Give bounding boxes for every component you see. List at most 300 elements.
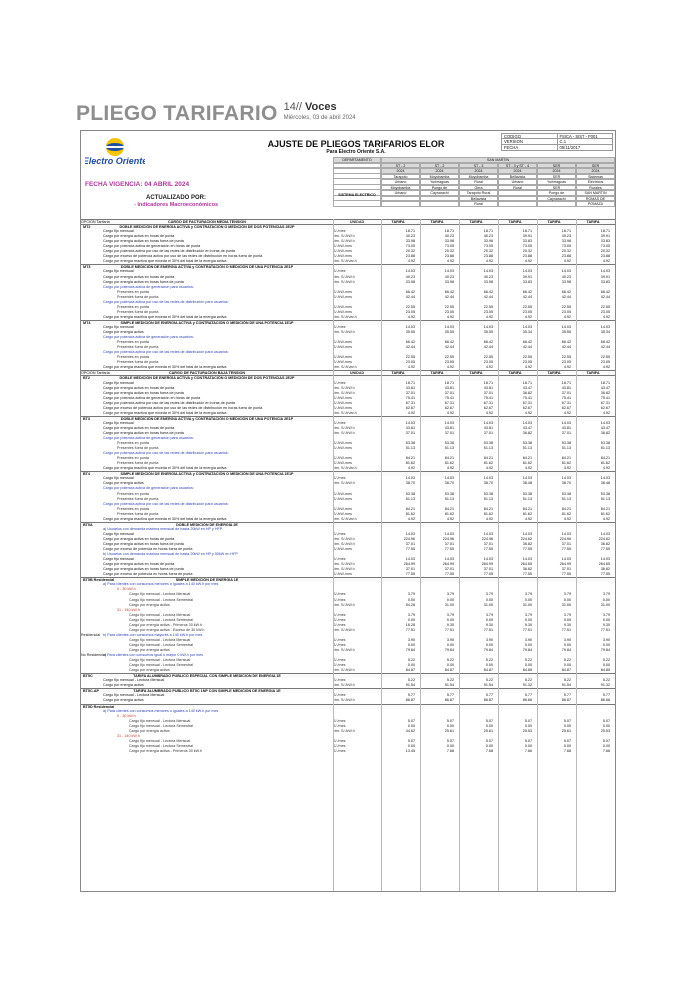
tariff-value: 38.70 (561, 481, 571, 486)
option-code: MT2 (83, 225, 91, 230)
tariff-value: 67.31 (483, 400, 493, 405)
tariff-value: 37.01 (444, 390, 454, 395)
unit: ctm. S/./kW.h (333, 239, 355, 244)
unit: ctm. S/./kW.h (333, 274, 355, 279)
tariff-value: 37.01 (444, 542, 454, 546)
tariff-value: 91.54 (483, 683, 493, 688)
tariff-value: 51.13 (405, 446, 415, 451)
tariff-value: 0.00 (446, 597, 454, 602)
tariff-value: 4.92 (485, 314, 493, 319)
tariff-value: 22.55 (483, 304, 493, 309)
tariff-value: 73.05 (405, 244, 415, 249)
tariff-value: 81.62 (522, 511, 532, 516)
charge-description: Cargo por potencia activa por uso de las redes de distribución para usuarios: (103, 501, 229, 506)
tariff-value: 20.32 (522, 249, 532, 254)
tariff-value: 3.79 (563, 592, 571, 597)
tariff-value: 86.66 (600, 698, 610, 703)
tariff-value: 36.82 (600, 542, 610, 546)
tariff-value: 53.38 (522, 491, 532, 496)
tariff-value: 18.71 (483, 380, 493, 385)
charge-description: DOBLE MEDICIÓN DE ENERGÍA ACTIVA y CONTRATACIÓN O MEDICIÓN DE DOS POTENCIAS 2E2P (119, 225, 295, 230)
charge-description: Cargo fijo mensual - Lectura Semestral (129, 723, 193, 728)
tariff-value: 51.13 (522, 496, 532, 501)
tariff-value: 62.67 (561, 405, 571, 410)
tariff-value: 36.82 (522, 567, 532, 572)
tariff-value: 73.05 (600, 244, 610, 249)
tariff-value: 36.82 (522, 542, 532, 546)
tariff-value: 43.47 (600, 385, 610, 390)
charge-description: Cargo por exceso de potencia activa por uso de las redes de distribución en horas fuera de punta (103, 405, 263, 410)
charge-description: Cargo por exceso de potencia activa por uso de las redes de distribución en horas fuera de punta (103, 254, 263, 259)
charge-description: Cargo por energía reactiva que exceda el 30% del total de la energía activa (103, 314, 227, 319)
unit: S/./mes (333, 592, 346, 597)
unit: ctm. S/./kW.h (333, 234, 355, 239)
system-cell: Rurales (576, 185, 615, 191)
system-cell: Rural (459, 179, 498, 185)
charge-description: Cargo por energía activa (103, 698, 144, 703)
tariff-value: 86.87 (483, 698, 493, 703)
tariff-value: 25.61 (444, 728, 454, 733)
unit: ctm. S/./kVar.h (333, 314, 357, 319)
tariff-value: 84.21 (444, 456, 454, 461)
tariff-value: 77.51 (561, 627, 571, 632)
tariff-value: 33.98 (444, 279, 454, 284)
unit: ctm. S/./kW.h (333, 481, 355, 486)
tariff-value: 23.05 (483, 309, 493, 314)
tariff-value: 4.92 (485, 410, 493, 415)
page-number: 14// (283, 101, 302, 113)
tariff-value: 51.13 (483, 446, 493, 451)
tariff-value: TARIFA (430, 220, 444, 224)
code-value: C.1 (557, 139, 613, 144)
tariff-value: 14.03 (405, 420, 415, 425)
charge-description: Cargo fijo mensual (103, 531, 134, 536)
charge-description: a) Usuarios con demanda máxima mensual de hasta 20kW en HP y HFP (103, 526, 223, 531)
tariff-value: 23.88 (522, 254, 532, 259)
tariff-value: 84.87 (444, 668, 454, 673)
tariff-value: 18.71 (600, 229, 610, 234)
tariff-table (81, 219, 615, 754)
charge-description: Cargo por energía activa - Primeros 30 kW.h (129, 622, 202, 627)
charge-description: Cargo por energía activa (129, 728, 170, 733)
tariff-value: 33.98 (561, 239, 571, 244)
tariff-value: 40.23 (444, 234, 454, 239)
tariff-value: 4.92 (485, 466, 493, 471)
actualizado-block (121, 195, 231, 208)
tariff-value: 4.92 (602, 466, 610, 471)
unit: ctm. S/./kVar.h (333, 466, 357, 471)
option-code: BT5C (83, 674, 93, 679)
tariff-value: 91.54 (405, 683, 415, 688)
tariff-value: 51.13 (522, 446, 532, 451)
charge-description: Cargo por energía activa - Exceso de 30 kW.h (129, 627, 205, 632)
tariff-value: 3.79 (446, 612, 454, 617)
tariff-value: 14.03 (444, 269, 454, 274)
charge-description: Cargo por energía activa en horas fuera de punta (103, 390, 184, 395)
unit: ctm. S/./kVar.h (333, 259, 357, 264)
column-divider (576, 219, 577, 892)
tariff-value: 18.71 (522, 380, 532, 385)
tariff-value: 0.00 (602, 663, 610, 668)
tariff-value: 20.32 (405, 249, 415, 254)
charge-description: Cargo por energía activa (129, 602, 170, 607)
tariff-value: 18.71 (405, 229, 415, 234)
tariff-value: 42.44 (444, 294, 454, 299)
tariff-value: 81.62 (561, 511, 571, 516)
tariff-value: 3.79 (407, 612, 415, 617)
charge-description: Cargo fijo mensual (103, 380, 134, 385)
document-header (81, 131, 615, 217)
system-cell: Eléctricos (576, 179, 615, 185)
unit: S/./kW-mes (333, 496, 352, 501)
tariff-value: 67.31 (444, 400, 454, 405)
tariff-value: 42.44 (483, 345, 493, 350)
charge-description: Cargo fijo mensual (103, 557, 134, 562)
charge-description: Presentes en punta (117, 491, 149, 496)
tariff-value: 5.77 (485, 693, 493, 698)
tariff-value: 14.03 (522, 476, 532, 481)
charge-description: Cargo fijo mensual (103, 324, 134, 329)
tariff-value: 23.05 (561, 309, 571, 314)
system-cell: SER (537, 163, 576, 169)
tariff-value: 39.91 (522, 234, 532, 239)
tariff-value: 73.05 (522, 244, 532, 249)
code-label: VERSION (504, 139, 523, 144)
tariff-value: 18.71 (444, 229, 454, 234)
tariff-value: 5.07 (407, 718, 415, 723)
tariff-value: 224.62 (598, 536, 610, 541)
charge-description: Presentes en punta (117, 289, 149, 294)
tariff-value: 43.81 (444, 385, 454, 390)
tariff-value: 4.92 (407, 410, 415, 415)
charge-description: Cargo fijo mensual - Lectura Semestral (129, 597, 193, 602)
tariff-value: 3.79 (563, 612, 571, 617)
tariff-value: 264.65 (598, 562, 610, 567)
charge-description: Cargo fijo mensual - Lectura Mensual (103, 693, 165, 698)
table-row (81, 749, 615, 754)
tariff-value: 4.92 (602, 516, 610, 521)
charge-description: a) Para clientes con consumos menores o iguales a 140 kW.h por mes (103, 582, 219, 587)
unit: S/./kW-mes (333, 355, 352, 360)
tariff-value: 33.83 (600, 239, 610, 244)
tariff-value: 0.00 (407, 617, 415, 622)
system-cell: ST - 2 (381, 163, 420, 169)
tariff-value: 51.13 (483, 496, 493, 501)
charge-description: Cargo por energía reactiva que exceda el 30% del total de la energía activa (103, 365, 227, 370)
tariff-value: 43.81 (405, 425, 415, 430)
tariff-value: 25.53 (600, 728, 610, 733)
tariff-value: 18.71 (600, 380, 610, 385)
charge-description: Cargo por potencia activa por uso de las redes de distribución para usuarios: (103, 299, 229, 304)
charge-description: Cargo por energía activa en horas de punta (103, 562, 175, 567)
unit: ctm. S/./kVar.h (333, 410, 357, 415)
option-code: BT4 (83, 472, 90, 477)
tariff-value: 4.92 (563, 466, 571, 471)
tariff-value: 79.84 (483, 647, 493, 652)
tariff-value: 4.92 (446, 410, 454, 415)
tariff-value: 3.79 (524, 612, 532, 617)
charge-description: Cargo fijo mensual - Lectura Semestral (129, 617, 193, 622)
tariff-value: 5.22 (446, 678, 454, 683)
tariff-value: 7.68 (563, 748, 571, 753)
tariff-value: 84.21 (561, 456, 571, 461)
tariff-value: 3.79 (602, 592, 610, 597)
tariff-value: 0.00 (485, 642, 493, 647)
code-value: 05/11/2017 (557, 145, 613, 150)
tariff-value: 23.88 (600, 254, 610, 259)
company-logo (85, 135, 145, 171)
tariff-value: 84.21 (522, 506, 532, 511)
tariff-value: 14.03 (561, 269, 571, 274)
tariff-value: 86.87 (561, 698, 571, 703)
tariff-value: 84.21 (405, 506, 415, 511)
tariff-value: 5.07 (407, 738, 415, 743)
option-code: BT5A (83, 522, 93, 527)
system-cell: Tarapoto (381, 174, 420, 180)
tariff-value: 20.32 (600, 249, 610, 254)
charge-description: Cargo por energía activa (103, 481, 144, 486)
unit: ctm. S/./kW.h (333, 385, 355, 390)
tariff-value: 33.83 (600, 279, 610, 284)
publication-date: Miércoles, 03 de abril 2024 (283, 115, 356, 121)
tariff-value: 84.21 (483, 506, 493, 511)
tariff-value: 81.62 (405, 511, 415, 516)
tariff-value: 0.00 (563, 597, 571, 602)
tariff-value: 36.82 (522, 430, 532, 435)
tariff-value: 66.42 (522, 340, 532, 345)
tariff-value: 81.62 (444, 461, 454, 466)
system-cell: SER (537, 174, 576, 180)
tariff-value: 264.99 (442, 562, 454, 567)
tariff-value: 53.38 (600, 441, 610, 446)
charge-description: Presentes fuera de punta (117, 496, 159, 501)
section-name: Voces (305, 101, 337, 113)
tariff-value: 66.42 (405, 340, 415, 345)
tariff-value: 18.71 (561, 380, 571, 385)
charge-description: Presentes en punta (117, 355, 149, 360)
unit: ctm. S/./kW.h (333, 683, 355, 688)
tariff-value: 33.98 (405, 279, 415, 284)
tariff-value: 40.23 (483, 234, 493, 239)
unit: UNIDAD (349, 220, 365, 224)
tariff-value: 62.67 (444, 405, 454, 410)
charge-description: Cargo por energía reactiva que exceda el 30% del total de la energía activa (103, 410, 227, 415)
tariff-value: 22.55 (561, 355, 571, 360)
tariff-value: 43.81 (561, 385, 571, 390)
tariff-value: 37.01 (561, 430, 571, 435)
tariff-value: 37.01 (444, 567, 454, 572)
system-cell: Moyobamba (459, 174, 498, 180)
system-cell: SAN MARTIN (576, 190, 615, 196)
tariff-value: 5.07 (602, 718, 610, 723)
tariff-value: 4.92 (563, 516, 571, 521)
charge-description: Cargo por energía activa en horas de punta (103, 536, 175, 541)
option-code: Residencial (81, 632, 101, 637)
tariff-value: 35.55 (561, 330, 571, 335)
code-label: FECHA (504, 145, 519, 150)
dept-value: SAN MARTIN (381, 157, 615, 163)
tariff-value: 4.92 (602, 259, 610, 264)
charge-description: Cargo por energía activa (129, 647, 170, 652)
tariff-value: 7.68 (485, 748, 493, 753)
tariff-value: 5.07 (524, 718, 532, 723)
charge-description: Cargo por energía activa en horas fuera de punta (103, 542, 184, 546)
unit: S/./kW-mes (333, 446, 352, 451)
tariff-value: 23.05 (405, 309, 415, 314)
tariff-value: 4.92 (407, 259, 415, 264)
tariff-value: 14.03 (600, 557, 610, 562)
charge-description: Cargo fijo mensual - Lectura Mensual (129, 637, 191, 642)
option-code: BT5D Residencial (83, 704, 115, 709)
tariff-value: 224.62 (520, 536, 532, 541)
tariff-value: 4.92 (563, 259, 571, 264)
unit: S/./kW-mes (333, 441, 352, 446)
tariff-value: 23.05 (600, 309, 610, 314)
tariff-value: 14.03 (600, 324, 610, 329)
tariff-value: 86.87 (405, 698, 415, 703)
tariff-value: 43.47 (522, 425, 532, 430)
tariff-value: 37.01 (444, 430, 454, 435)
tariff-value: 79.84 (444, 647, 454, 652)
tariff-value: TARIFA (508, 220, 522, 224)
tariff-value: 84.21 (522, 456, 532, 461)
tariff-value: 18.71 (483, 229, 493, 234)
unit: S/./kW-mes (333, 506, 352, 511)
tariff-value: 66.42 (561, 340, 571, 345)
unit: S/./mes (333, 612, 346, 617)
charge-description: Cargo por potencia activa de generación para usuarios: (103, 486, 194, 491)
tariff-value: 5.77 (407, 693, 415, 698)
system-cell: Rural (459, 201, 498, 207)
tariff-value: 53.38 (405, 441, 415, 446)
unit: ctm. S/./kW.h (333, 330, 355, 335)
tariff-value: 66.42 (483, 340, 493, 345)
unit: ctm. S/./kW.h (333, 728, 355, 733)
tariff-value: 9.30 (602, 622, 610, 627)
tariff-value: 40.23 (483, 274, 493, 279)
option-code: No Residencial (81, 653, 106, 658)
unit: ctm. S/./kW.h (333, 425, 355, 430)
charge-description: TARIFA ALUMBRADO PUBLICO ESPECIAL CON SIMPLE MEDICION DE ENERGIA 1E (133, 674, 281, 679)
tariff-value: 0.00 (563, 617, 571, 622)
tariff-value: 22.55 (600, 304, 610, 309)
tariff-value: 35.34 (522, 330, 532, 335)
tariff-value: 37.01 (405, 390, 415, 395)
tariff-value: 33.98 (483, 279, 493, 284)
tariff-value: TARIFA (586, 220, 600, 224)
system-cell: Moyobamba (381, 185, 420, 191)
tariff-value: 35.34 (600, 330, 610, 335)
tariff-value: 5.22 (485, 658, 493, 663)
charge-description: SIMPLE MEDICIÓN DE ENERGÍA 1E (175, 578, 239, 583)
tariff-value: 0.00 (446, 617, 454, 622)
unit: S/./mes (333, 718, 346, 723)
tariff-value: 37.01 (405, 542, 415, 546)
tariff-value: 0.00 (446, 642, 454, 647)
charge-description: Cargo fijo mensual (103, 229, 134, 234)
column-divider (498, 219, 499, 892)
tariff-value: 37.01 (483, 542, 493, 546)
tariff-value: 75.41 (444, 395, 454, 400)
tariff-value: TARIFA (469, 220, 483, 224)
unit: S/./kW-mes (333, 491, 352, 496)
tariff-value: 4.92 (446, 516, 454, 521)
tariff-value: 0.00 (407, 597, 415, 602)
charge-description: b) Usuarios con demanda máxima mensual de hasta 20kW en HP y 50kW en HFP (103, 552, 238, 557)
tariff-value: 42.44 (561, 294, 571, 299)
unit: S/./kW-mes (333, 572, 352, 577)
tariff-value: 5.22 (407, 678, 415, 683)
tariff-value: 37.01 (483, 567, 493, 572)
option-code: MT4 (83, 320, 91, 325)
charge-description: Cargo por potencia activa de generación en horas de punta (103, 244, 201, 249)
charge-description: Presentes fuera de punta (117, 345, 159, 350)
tariff-value: 9.30 (563, 622, 571, 627)
tariff-value: 0.00 (485, 617, 493, 622)
tariff-value: TARIFA (430, 371, 444, 376)
unit: ctm. S/./kW.h (333, 562, 355, 567)
option-code: BT5C-AP (83, 689, 99, 694)
tariff-value: 4.92 (602, 365, 610, 370)
charge-description: CARGO DE FACTURACION MEDIA TENSION (168, 220, 246, 224)
tariff-value: 23.05 (561, 360, 571, 365)
tariff-value: 4.92 (524, 314, 532, 319)
charge-description: DOBLE MEDICIÓN DE ENERGÍA ACTIVA y CONTRATACIÓN O MEDICIÓN DE UNA POTENCIA 2E1P (120, 416, 294, 421)
unit: S/./mes (333, 642, 346, 647)
tariff-value: 53.38 (522, 441, 532, 446)
charge-description: Cargo por energía activa en horas de punta (103, 385, 175, 390)
tariff-value: 0.00 (602, 723, 610, 728)
tariff-value: 18.71 (405, 380, 415, 385)
tariff-value: 40.23 (561, 234, 571, 239)
tariff-value: 66.42 (444, 289, 454, 294)
tariff-value: 5.07 (485, 718, 493, 723)
tariff-value: 40.23 (444, 274, 454, 279)
tariff-value: 5.77 (446, 693, 454, 698)
tariff-value: 77.55 (561, 572, 571, 577)
actualizado-label: ACTUALIZADO POR: (146, 195, 206, 201)
tariff-value: 22.55 (405, 355, 415, 360)
tariff-value: 14.03 (444, 420, 454, 425)
system-cell: Urbano (498, 179, 537, 185)
charge-description: Cargo por potencia activa de generación para usuarios: (103, 436, 194, 441)
unit: S/./kW-mes (333, 249, 352, 254)
charge-description: Cargo por potencia activa de generación para usuarios: (103, 335, 194, 340)
tariff-value: 38.48 (522, 481, 532, 486)
tariff-value: 22.55 (444, 304, 454, 309)
tariff-value: 43.81 (444, 425, 454, 430)
tariff-value: 25.53 (522, 728, 532, 733)
unit: ctm. S/./kW.h (333, 602, 355, 607)
tariff-value: 5.22 (407, 658, 415, 663)
unit: S/./kW-mes (333, 511, 352, 516)
unit: ctm. S/./kW.h (333, 279, 355, 284)
charge-description: Cargo por energía activa en horas fuera de punta (103, 567, 184, 572)
option-code: BT5B Residencial (83, 578, 115, 583)
charge-description: DOBLE MEDICIÓN DE ENERGÍA 2E (176, 522, 238, 527)
document-subtitle: Para Electro Oriente S.A. (326, 149, 386, 155)
tariff-value: 66.42 (405, 289, 415, 294)
charge-description: CARGO DE FACTURACION BAJA TENSION (168, 371, 246, 376)
tariff-value: 3.79 (407, 592, 415, 597)
charge-description: Presentes fuera de punta (117, 446, 159, 451)
tariff-value: 14.03 (600, 420, 610, 425)
tariff-value: 38.70 (444, 481, 454, 486)
tariff-value: 77.55 (600, 547, 610, 552)
tariff-value: 22.55 (522, 355, 532, 360)
unit: ctm. S/./kVar.h (333, 516, 357, 521)
unit: S/./mes (333, 637, 346, 642)
